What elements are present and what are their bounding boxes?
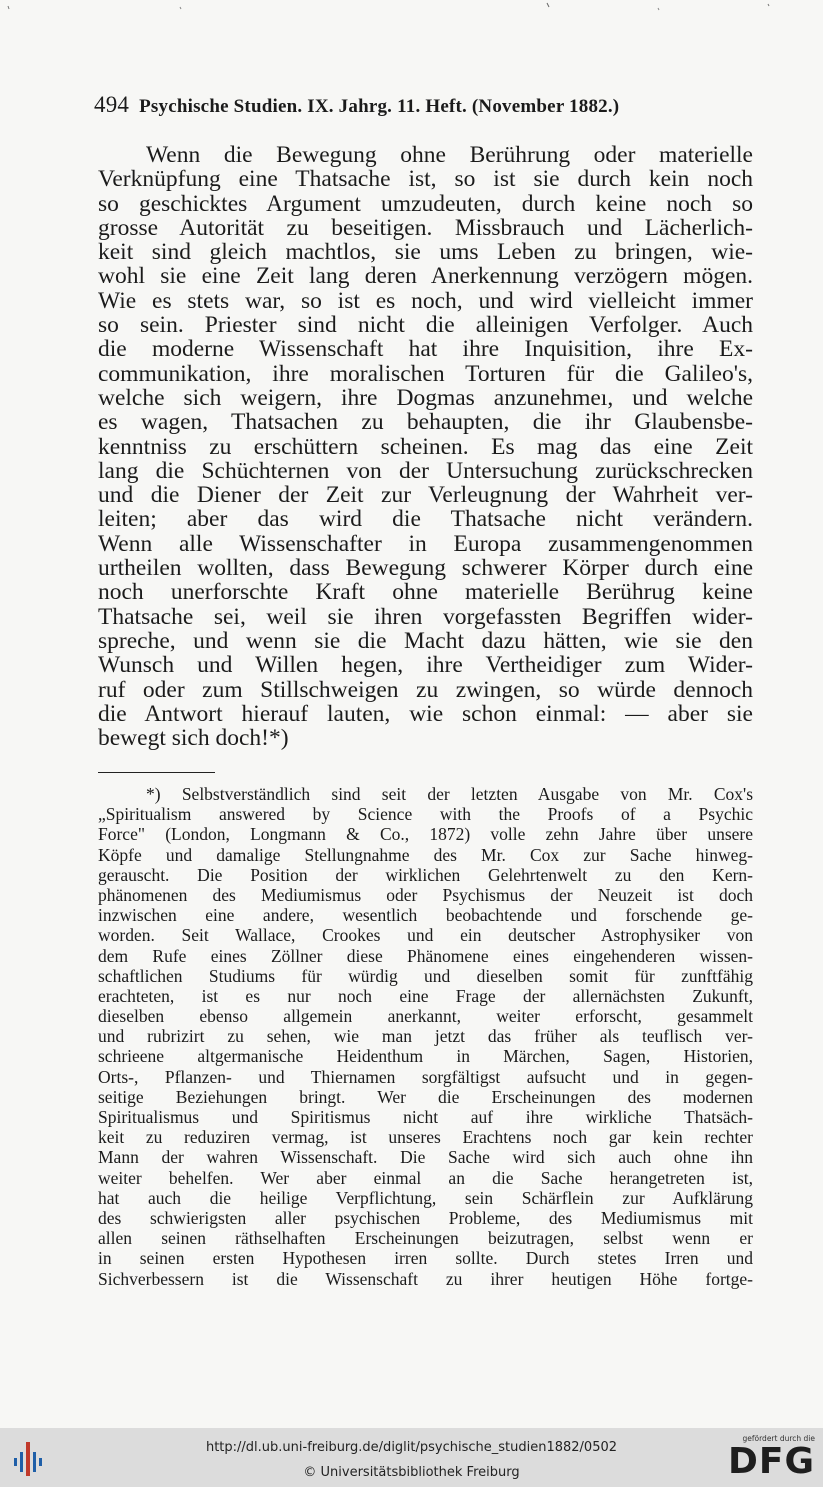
footnote-line: allen seinen räthselhaften Erscheinungen beizutragen, selbst wenn er — [98, 1228, 753, 1249]
footnote-line: erachteten, ist es nur noch eine Frage der allernächsten Zukunft, — [98, 985, 753, 1006]
footnote-line: schrieene altgermanische Heidenthum in Märchen, Sagen, Historien, — [98, 1046, 753, 1067]
body-text-line: es wagen, Thatsachen zu behaupten, die ihr Glaubensbe- — [98, 409, 753, 436]
running-header — [94, 92, 734, 118]
body-text-line: Thatsache sei, weil sie ihren vorgefassten Begriffen wider- — [98, 603, 753, 630]
footnote-line: und rubrizirt zu sehen, wie man jetzt das früher als teuflisch ver- — [98, 1026, 753, 1047]
body-text-line: urtheilen wollten, dass Bewegung schwerer Körper durch eine — [98, 555, 753, 582]
body-text-line: so geschicktes Argument umzudeuten, durch keine noch so — [98, 190, 753, 217]
footnote-line: Sichverbessern ist die Wissenschaft zu ihrer heutigen Höhe fortge- — [98, 1268, 753, 1289]
main-text — [98, 143, 753, 750]
footer-bar — [0, 1428, 823, 1487]
body-text-line: die Antwort hierauf lauten, wie schon einmal: — aber sie — [98, 700, 753, 727]
footnote-line: *) Selbstverständlich sind seit der letzten Ausgabe von Mr. Cox's — [146, 784, 753, 804]
body-text-line: welche sich weigern, ihre Dogmas anzunehmeı, und welche — [98, 384, 753, 411]
footnote-line: seitige Beziehungen bringt. Wer die Erscheinungen des modernen — [98, 1086, 753, 1107]
footnote-line: des schwierigsten aller psychischen Probleme, des Mediumismus mit — [98, 1207, 753, 1228]
dfg-funding-label: gefördert durch die — [742, 1434, 815, 1443]
body-text-line: Wie es stets war, so ist es noch, und wird vielleicht immer — [98, 287, 753, 314]
footnote-line: Mann der wahren Wissenschaft. Die Sache wird sich auch ohne ihn — [98, 1147, 753, 1168]
body-text-line: communikation, ihre moralischen Torturen für die Galileo's, — [98, 360, 753, 387]
body-text-line: und die Diener der Zeit zur Verleugnung der Wahrheit ver- — [98, 482, 753, 509]
dfg-wordmark: DFG — [727, 1441, 815, 1482]
running-title: Psychische Studien. IX. Jahrg. 11. Heft. (November 1882.) — [139, 96, 620, 117]
body-text-line: ruf oder zum Stillschweigen zu zwingen, so würde dennoch — [98, 676, 753, 703]
body-text-line: Wenn die Bewegung ohne Berührung oder materielle — [146, 142, 753, 168]
footnote-line: Orts-, Pflanzen- und Thiernamen sorgfältigst aufsucht und in gegen- — [98, 1066, 753, 1087]
body-text-line: Wenn alle Wissenschafter in Europa zusammengenommen — [98, 530, 753, 557]
footnote-separator — [98, 772, 215, 773]
body-text-line: wohl sie eine Zeit lang deren Anerkennung verzögern mögen. — [98, 263, 753, 290]
footnote-line: gerauscht. Die Position der wirklichen Gelehrtenwelt zu den Kern- — [98, 864, 753, 885]
footnote-line: worden. Seit Wallace, Crookes und ein deutscher Astrophysiker von — [98, 925, 753, 946]
footnote-line: in seinen ersten Hypothesen irren sollte. Durch stetes Irren und — [98, 1248, 753, 1269]
copyright-notice: © Universitätsbibliothek Freiburg — [303, 1465, 520, 1480]
footnote-line: Spiritualismus und Spiritismus nicht auf ihre wirkliche Thatsäch- — [98, 1107, 753, 1127]
dfg-logo — [727, 1434, 815, 1482]
footnote-line: weiter behelfen. Wer aber einmal an die Sache herangetreten ist, — [98, 1167, 753, 1188]
body-text-line: bewegt sich doch!*) — [98, 725, 289, 752]
body-text-line: keit sind gleich machtlos, sie ums Leben zu bringen, wie- — [98, 239, 753, 266]
body-text-line: spreche, und wenn sie die Macht dazu hätten, wie sie den — [98, 627, 753, 654]
body-text-line: so sein. Priester sind nicht die alleinigen Verfolger. Auch — [98, 312, 753, 339]
body-text-line: grosse Autorität zu beseitigen. Missbrauch und Lächerlich- — [98, 214, 753, 241]
body-text-line: Verknüpfung eine Thatsache ist, so ist sie durch kein noch — [98, 166, 753, 193]
source-url-link[interactable]: http://dl.ub.uni-freiburg.de/diglit/psychische_studien1882/0502 — [205, 1440, 618, 1455]
footnote-line: Force" (London, Longmann & Co., 1872) volle zehn Jahre über unsere — [98, 824, 753, 845]
footnote-line: dieselben ebenso allgemein anerkannt, weiter erforscht, gesammelt — [98, 1006, 753, 1027]
body-text-line: kenntniss zu erschüttern scheinen. Es mag das eine Zeit — [98, 433, 753, 460]
footnote-line: keit zu reduziren vermag, ist unseres Erachtens noch gar kein rechter — [98, 1127, 753, 1148]
footnote-line: dem Rufe eines Zöllner diese Phänomene eines eingehenderen wissen- — [98, 945, 753, 966]
footnote-line: inzwischen eine andere, wesentlich beobachtende und forschende ge- — [98, 905, 753, 926]
body-text-line: noch unerforschte Kraft ohne materielle Berührug keine — [98, 579, 753, 606]
footnote-line: Köpfe und damalige Stellungnahme des Mr. Cox zur Sache hinweg- — [98, 844, 753, 865]
footnote-line: hat auch die heilige Verpflichtung, sein Schärflein zur Aufklärung — [98, 1187, 753, 1208]
body-text-line: lang die Schüchternen von der Untersuchung zurückschrecken — [98, 457, 753, 484]
footnote-line: schaftlichen Studiums für würdig und dieselben somit für zunftfähig — [98, 965, 753, 986]
footnote-line: phänomenen des Mediumismus oder Psychismus der Neuzeit ist doch — [98, 884, 753, 905]
scan-edge-marks — [0, 0, 823, 20]
footnote-line: „Spiritualism answered by Science with the Proofs of a Psychic — [98, 804, 753, 825]
page-number: 494 — [94, 92, 130, 117]
body-text-line: Wunsch und Willen hegen, ihre Vertheidiger zum Wider- — [98, 652, 753, 679]
body-text-line: leiten; aber das wird die Thatsache nicht verändern. — [98, 506, 753, 533]
body-text-line: die moderne Wissenschaft hat ihre Inquisition, ihre Ex- — [98, 336, 753, 363]
footnote — [98, 784, 753, 1289]
